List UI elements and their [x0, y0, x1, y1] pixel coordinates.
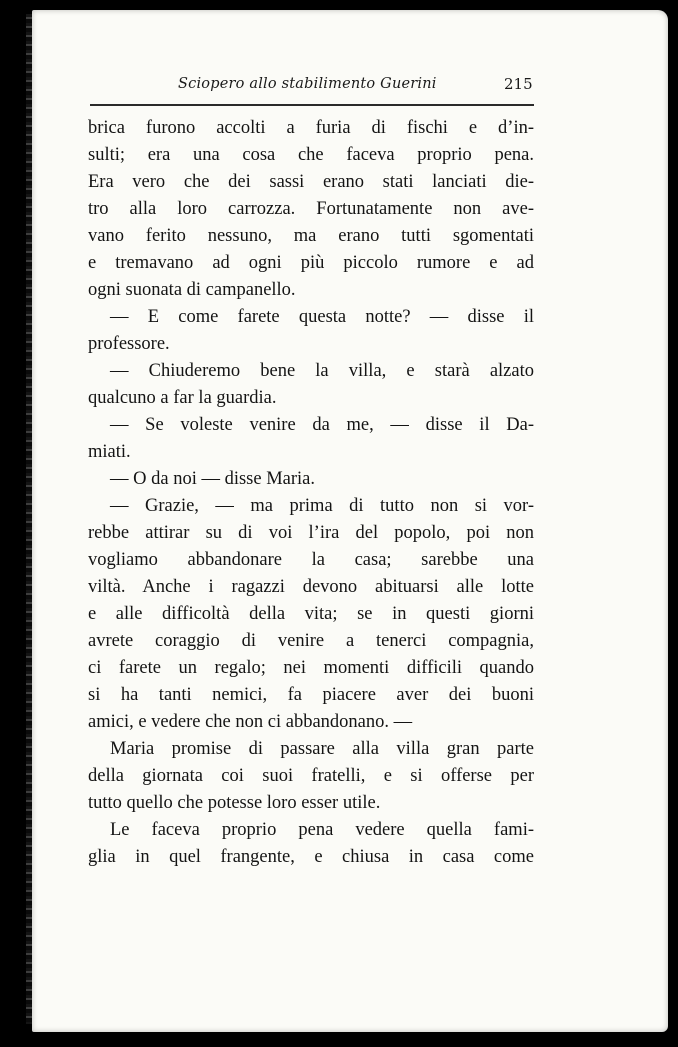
text-line: e tremavano ad ogni più piccolo rumore e ad: [88, 253, 534, 273]
header-rule: [90, 104, 534, 106]
text-line: ci farete un regalo; nei momenti difficili quando: [88, 658, 534, 678]
text-line: ogni suonata di campanello.: [88, 280, 296, 300]
running-title: Sciopero allo stabilimento Guerini: [178, 76, 437, 92]
text-line: e alle difficoltà della vita; se in questi giorni: [88, 604, 534, 624]
text-line: glia in quel frangente, e chiusa in casa come: [88, 847, 534, 867]
text-line: Era vero che dei sassi erano stati lanciati die-: [88, 172, 534, 192]
body-text: [88, 115, 534, 871]
text-line: si ha tanti nemici, fa piacere aver dei buoni: [88, 685, 534, 705]
text-line: tutto quello che potesse loro esser utile.: [88, 793, 381, 813]
text-line: amici, e vedere che non ci abbandonano. —: [88, 712, 413, 732]
text-line: — Grazie, — ma prima di tutto non si vor-: [110, 496, 534, 516]
text-line: — Chiuderemo bene la villa, e starà alzato: [110, 361, 534, 381]
text-line: avrete coraggio di venire a tenerci compagnia,: [88, 631, 534, 651]
text-line: — Se voleste venire da me, — disse il Da-: [110, 415, 534, 435]
text-line: sulti; era una cosa che faceva proprio pena.: [88, 145, 534, 165]
text-line: vano ferito nessuno, ma erano tutti sgomentati: [88, 226, 534, 246]
text-line: qualcuno a far la guardia.: [88, 388, 277, 408]
page-number: 215: [504, 75, 533, 93]
text-line: tro alla loro carrozza. Fortunatamente non ave-: [88, 199, 534, 219]
text-line: rebbe attirar su di voi l’ira del popolo, poi non: [88, 523, 534, 543]
text-line: brica furono accolti a furia di fischi e d’in-: [88, 118, 534, 138]
text-line: professore.: [88, 334, 170, 354]
text-line: della giornata coi suoi fratelli, e si offerse per: [88, 766, 534, 786]
text-line: — O da noi — disse Maria.: [110, 469, 316, 489]
text-line: Maria promise di passare alla villa gran parte: [110, 739, 534, 759]
text-line: — E come farete questa notte? — disse il: [110, 307, 534, 327]
text-line: vogliamo abbandonare la casa; sarebbe una: [88, 550, 534, 570]
text-line: Le faceva proprio pena vedere quella fami-: [110, 820, 534, 840]
text-line: miati.: [88, 442, 131, 462]
text-line: viltà. Anche i ragazzi devono abituarsi alle lotte: [88, 577, 534, 597]
